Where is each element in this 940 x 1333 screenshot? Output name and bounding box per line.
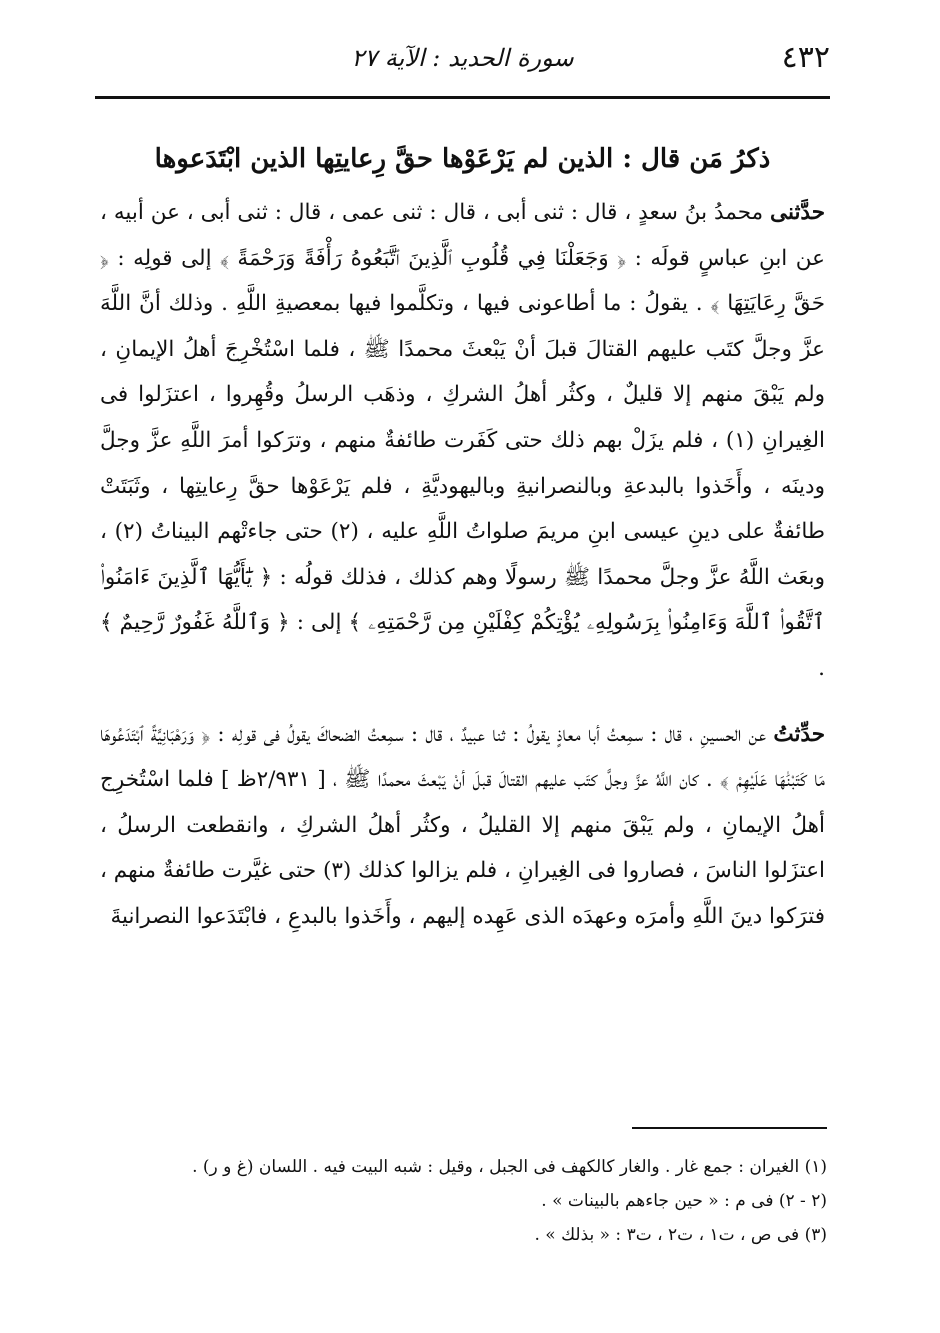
footnote-3: (٣) فى ص ، ت١ ، ت٢ ، ت٣ : « بذلك » . <box>534 1225 827 1245</box>
section-title: ذكرُ مَن قال : الذين لم يَرْعَوْها حقَّ رِعايتِها الذين ابْتَدَعوها <box>154 144 771 174</box>
footnotes <box>100 1150 827 1252</box>
main-text <box>100 132 825 940</box>
paragraph-text: محمدُ بنُ سعدٍ ، قال : ثنى أبى ، قال : ثنى عمى ، قال : ثنى أبى ، عن أبيه ، عن ابنِ عباسٍ قولَه : ﴿ وَجَعَلْنَا فِي قُلُوبِ ٱلَّذِينَ ٱتَّبَعُوهُ رَأْفَةً وَرَحْمَةً ﴾ إلى قولِه : ﴿ حَقَّ رِعَايَتِهَا ﴾ . يقولُ : ما أطاعونى فيها ، وتكلَّموا فيها بمعصيةِ اللَّهِ . وذلك أنَّ اللَّهَ عزَّ وجلَّ كتَب عليهم القتالَ قبلَ أنْ يَبْعثَ محمدًا ﷺ ، فلما اسْتُخْرِجَ أهلُ الإيمانِ ، ولم يَبْقَ منهم إلا قليلٌ ، وكثُر أهلُ الشركِ ، وذهَب الرسلُ وقُهِروا ، اعتزَلوا فى الغِيرانِ (١) ، فلم يزَلْ بهم ذلك حتى كَفَرت طائفةٌ منهم ، وترَكوا أمرَ اللَّهِ عزَّ وجلَّ ودينَه ، وأَخَذوا بالبدعةِ وبالنصرانيةِ وباليهوديَّةِ ، فلم يَرْعَوْها حقَّ رِعايتِها ، وثَبَتَتْ طائفةٌ على دينِ عيسى ابنِ مريمَ صلواتُ اللَّهِ عليه ، (٢) حتى جاءتْهم البيناتُ (٢) ، وبعَث اللَّهُ عزَّ وجلَّ محمدًا ﷺ رسولًا وهم كذلك ، فذلك قولُه : ﴿ يَٰٓأَيُّهَا ٱلَّذِينَ ءَامَنُوا۟ ٱتَّقُوا۟ ٱللَّهَ وَءَامِنُوا۟ بِرَسُولِهِۦ يُؤْتِكُمْ كِفْلَيْنِ مِن رَّحْمَتِهِۦ ﴾ إلى : ﴿ وَٱللَّهُ غَفُورٌ رَّحِيمٌ ﴾ . <box>100 200 825 681</box>
running-head-title: سورة الحديد : الآية ٢٧ <box>351 44 574 72</box>
footnote-1: (١) الغيران : جمع غار . والغار كالكهف فى الجبل ، وقيل : شبه البيت فيه . اللسان (غ و ر) . <box>192 1157 827 1177</box>
paragraph-opener: حدَّثنى <box>770 200 825 225</box>
paragraph-text: عن الحسينِ ، قال : سمِعتُ أبا معاذٍ يقولُ : ثنا عبيدٌ ، قال : سمِعتُ الضحاكَ يقولُ فى قولِه : ﴿ وَرَهْبَانِيَّةً ٱبْتَدَعُوهَا مَا كَتَبْنَٰهَا عَلَيْهِمْ ﴾ . كان اللَّهُ عزَّ وجلَّ كتَب عليهم القتالَ قبلَ أنْ يَبْعثَ محمدًا ﷺ ، [ ٢/٩٣١ظ ] فلما اسْتُخرِج أهلُ الإيمانِ ، ولم يَبْقَ منهم إلا القليلُ ، وكثُر أهلُ الشركِ ، وانقطعت الرسلُ ، اعتزَلوا الناسَ ، فصاروا فى الغِيرانِ ، فلم يزالوا كذلك (٣) حتى غيَّرت طائفةٌ منهم ، فترَكوا دينَ اللَّهِ وأمرَه وعهدَه الذى عَهِده إليهم ، وأَخَذوا بالبدعِ ، فابْتَدَعوا النصرانيةَ <box>100 721 825 929</box>
paragraph-1 <box>100 190 825 692</box>
header-rule <box>95 96 830 99</box>
paragraph-2 <box>100 712 825 940</box>
footnote-2: (٢ - ٢) فى م : « حين جاءهم بالبينات » . <box>541 1191 827 1211</box>
running-head <box>95 38 830 90</box>
footnote-rule <box>632 1127 827 1129</box>
page-number: ٤٣٢ <box>781 40 830 75</box>
paragraph-opener: حدِّثتُ <box>773 721 825 747</box>
